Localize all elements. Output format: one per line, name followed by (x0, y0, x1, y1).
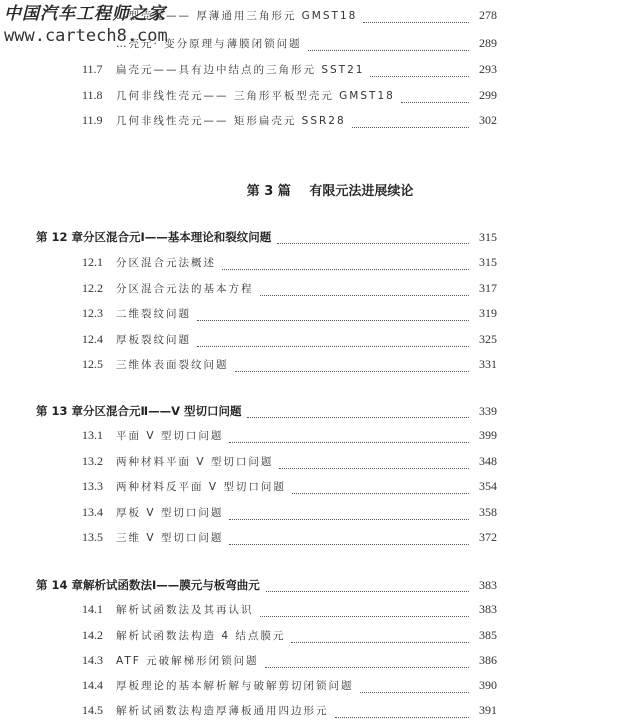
page-number: 293 (479, 62, 497, 76)
section-number: 13.5 (82, 530, 103, 544)
dot-leader (308, 50, 469, 51)
toc-entry (82, 88, 497, 110)
section-title: …壳元· 变分原理与薄膜闭锁问题 (116, 38, 302, 50)
section-title: 几何非线性壳元—— 三角形平板型壳元 GMST18 (116, 90, 395, 102)
chapter-title: 解析试函数法Ⅰ——膜元与板弯曲元 (83, 578, 260, 592)
page-number: 315 (479, 230, 497, 244)
section-number: 12.5 (82, 357, 103, 371)
toc-entry (82, 479, 497, 501)
toc-entry (82, 281, 497, 303)
dot-leader (229, 442, 469, 443)
section-title: ATF 元破解梯形闭锁问题 (116, 655, 259, 667)
page-number: 358 (479, 505, 497, 519)
section-title: 厚板 V 型切口问题 (116, 507, 224, 519)
toc-chapter-entry (36, 229, 497, 251)
section-title: 厚板裂纹问题 (116, 334, 191, 346)
page-number: 339 (479, 404, 497, 418)
watermark-url: www.cartech8.com (4, 26, 168, 46)
toc-entry (82, 36, 497, 58)
section-number: 14.2 (82, 628, 103, 642)
toc-chapter-entry (36, 403, 497, 425)
toc-entry (82, 255, 497, 277)
toc-entry (82, 113, 497, 135)
section-number: 14.5 (82, 703, 103, 717)
section-title: 二维裂纹问题 (116, 308, 191, 320)
section-title: 扁壳元——具有边中结点的三角形元 SST21 (116, 64, 365, 76)
toc-entry (82, 62, 497, 84)
toc-chapter-entry (36, 577, 497, 599)
dot-leader (291, 642, 469, 643)
page-number: 319 (479, 306, 497, 320)
section-title: 几何非线性壳元—— 矩形扁壳元 SSR28 (116, 115, 346, 127)
section-number: 11.9 (82, 113, 103, 127)
section-number: 12.2 (82, 281, 103, 295)
dot-leader (335, 717, 470, 718)
dot-leader (197, 320, 469, 321)
dot-leader (247, 417, 469, 418)
page-number: 399 (479, 428, 497, 442)
section-title: 三维 V 型切口问题 (116, 532, 224, 544)
toc-entry (82, 530, 497, 552)
dot-leader (292, 493, 469, 494)
toc-entry (82, 8, 497, 30)
page-number: 331 (479, 357, 497, 371)
page-number: 354 (479, 479, 497, 493)
dot-leader (235, 371, 470, 372)
section-number: 13.4 (82, 505, 103, 519)
page-number: 385 (479, 628, 497, 642)
toc-entry (82, 628, 497, 650)
dot-leader (197, 346, 469, 347)
page-number: 289 (479, 36, 497, 50)
page-number: 390 (479, 678, 497, 692)
page-number: 317 (479, 281, 497, 295)
toc-entry (82, 602, 497, 624)
toc-entry (82, 428, 497, 450)
section-number: 14.4 (82, 678, 103, 692)
chapter-label: 第 12 章 (36, 230, 84, 244)
section-title: 分区混合元法的基本方程 (116, 283, 254, 295)
chapter-title: 分区混合元Ⅰ——基本理论和裂纹问题 (83, 230, 272, 244)
dot-leader (370, 76, 469, 77)
section-title: 厚板理论的基本解析解与破解剪切闭锁问题 (116, 680, 354, 692)
dot-leader (352, 127, 469, 128)
dot-leader (279, 468, 469, 469)
toc-entry (82, 703, 497, 725)
section-number: 13.3 (82, 479, 103, 493)
dot-leader (266, 591, 469, 592)
section-number: 14.3 (82, 653, 103, 667)
page-number: 302 (479, 113, 497, 127)
dot-leader (277, 243, 469, 244)
section-title: 解析试函数法构造 4 结点膜元 (116, 630, 286, 642)
page-number: 372 (479, 530, 497, 544)
section-title: 平面 V 型切口问题 (116, 430, 224, 442)
watermark-site-name: 中国汽车工程师之家 (4, 4, 166, 24)
section-title: 三维体表面裂纹问题 (116, 359, 229, 371)
dot-leader (222, 269, 469, 270)
dot-leader (260, 616, 470, 617)
section-number: 12.3 (82, 306, 103, 320)
section-title: 解析试函数法及其再认识 (116, 604, 254, 616)
chapter-label: 第 13 章 (36, 404, 84, 418)
toc-entry (82, 454, 497, 476)
section-number: 14.1 (82, 602, 103, 616)
part-title: 有限元法进展续论 (309, 184, 414, 199)
section-title: …型壳元—— 厚薄通用三角形元 GMST18 (116, 10, 358, 22)
section-number: 12.4 (82, 332, 103, 346)
toc-entry (82, 306, 497, 328)
page-number: 348 (479, 454, 497, 468)
dot-leader (229, 544, 469, 545)
page-number: 278 (479, 8, 497, 22)
toc-entry (82, 678, 497, 700)
chapter-title: 分区混合元Ⅱ——V 型切口问题 (83, 404, 242, 418)
section-number: 11.8 (82, 88, 103, 102)
part-heading (0, 180, 640, 199)
section-number: 13.2 (82, 454, 103, 468)
page-number: 315 (479, 255, 497, 269)
dot-leader (265, 667, 469, 668)
part-label: 第 3 篇 (246, 184, 291, 199)
section-title: 两种材料平面 V 型切口问题 (116, 456, 274, 468)
page-number: 383 (479, 602, 497, 616)
toc-entry (82, 653, 497, 675)
toc-entry (82, 332, 497, 354)
page-number: 325 (479, 332, 497, 346)
dot-leader (260, 295, 470, 296)
toc-entry (82, 505, 497, 527)
toc-entry (82, 357, 497, 379)
page-number: 299 (479, 88, 497, 102)
dot-leader (229, 519, 469, 520)
page-number: 391 (479, 703, 497, 717)
dot-leader (360, 692, 470, 693)
section-title: 解析试函数法构造厚薄板通用四边形元 (116, 705, 329, 717)
section-number: 11.7 (82, 62, 103, 76)
dot-leader (401, 102, 469, 103)
section-number: 12.1 (82, 255, 103, 269)
section-title: 两种材料反平面 V 型切口问题 (116, 481, 286, 493)
page-number: 386 (479, 653, 497, 667)
dot-leader (363, 22, 469, 23)
section-number: 13.1 (82, 428, 103, 442)
chapter-label: 第 14 章 (36, 578, 84, 592)
section-title: 分区混合元法概述 (116, 257, 216, 269)
page-number: 383 (479, 578, 497, 592)
